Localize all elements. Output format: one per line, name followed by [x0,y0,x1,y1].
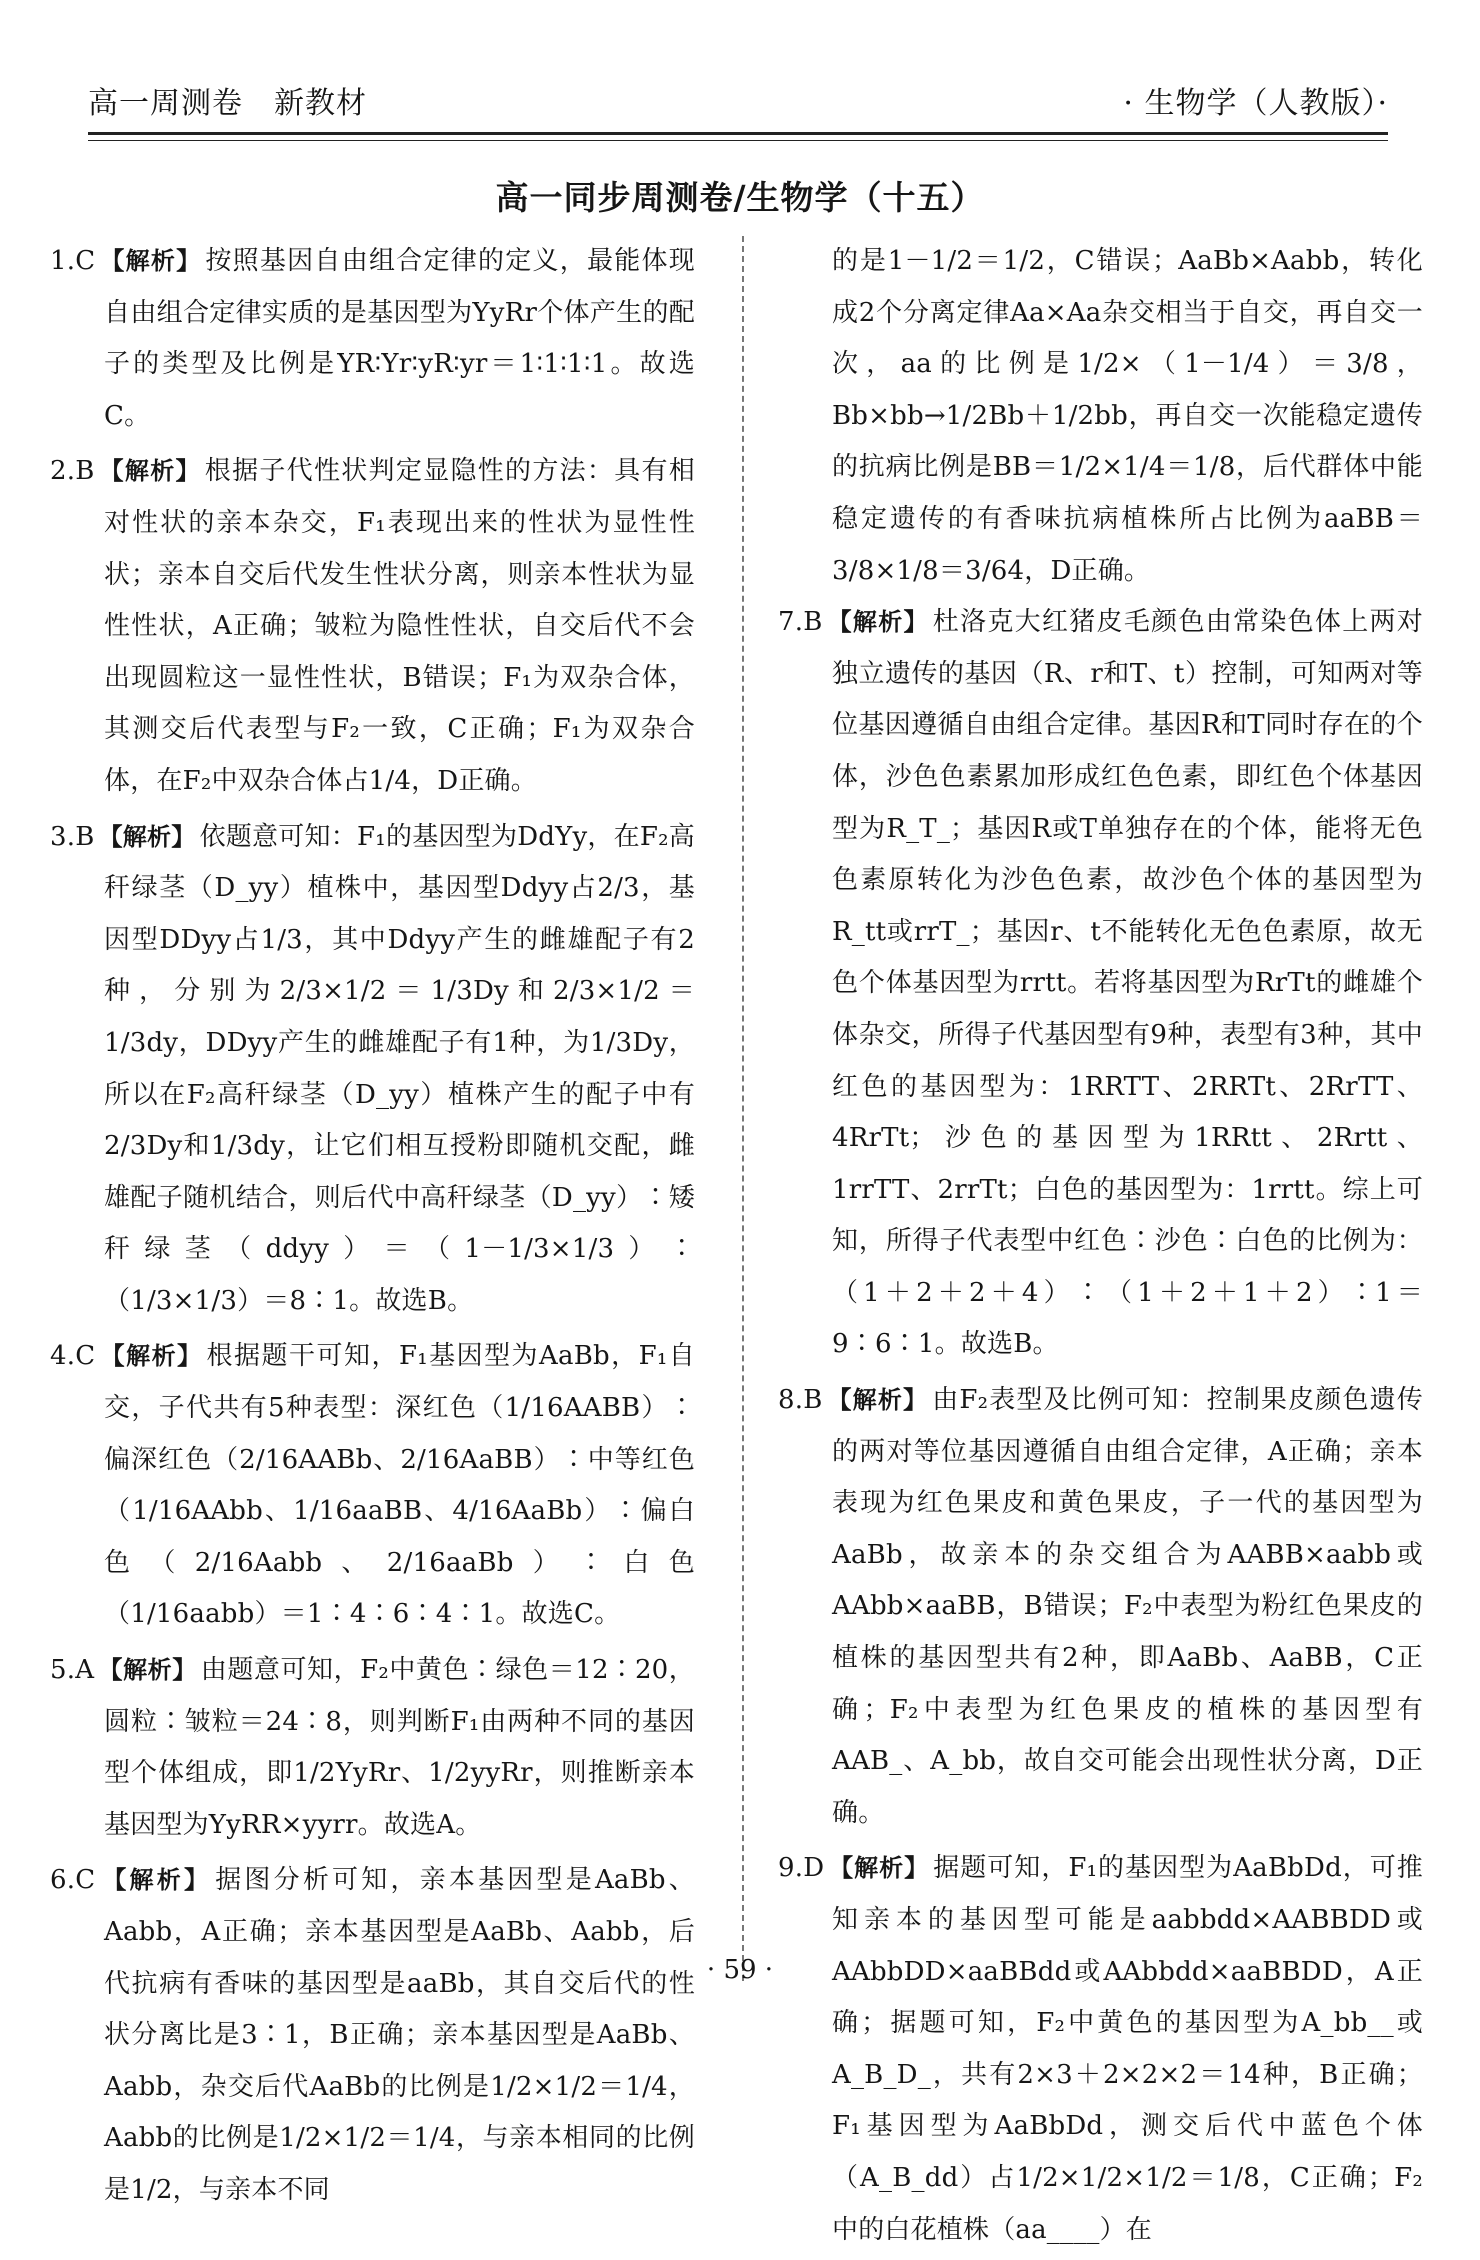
question-text: 杜洛克大红猪皮毛颜色由常染色体上两对独立遗传的基因（R、r和T、t）控制，可知两对等位基因遵循自由组合定律。基因R和T同时存在的个体，沙色色素累加形成红色色素，即红色个体基因型为R_T_；基因R或T单独存在的个体，能将无色色素原转化为沙色色素，故沙色个体的基因型为R_tt或rrT_；基因r、t不能转化无色色素原，故无色个体基因型为rrtt。若将基因型为RrTt的雌雄个体杂交，所得子代基因型有9种，表型有3种，其中红色的基因型为：1RRTT、2RRTt、2RrTT、4RrTt；沙色的基因型为1RRtt、2Rrtt、1rrTT、2rrTt；白色的基因型为：1rrtt。综上可知，所得子代表型中红色∶沙色∶白色的比例为：（1＋2＋2＋4）∶（1＋2＋1＋2）∶1＝9∶6∶1。故选B。 [832,607,1423,1360]
header-rule-thin [88,140,1388,141]
header-subject: · 生物学（人教版）· [1123,86,1388,121]
analysis-tag: 【解析】 [826,1386,929,1415]
analysis-tag: 【解析】 [98,457,201,486]
question-number: 8.B [778,1385,823,1416]
analysis-tag: 【解析】 [98,822,196,851]
question-number: 3.B [50,821,95,852]
analysis-tag: 【解析】 [99,1866,212,1895]
question-9 [778,1843,1423,2256]
question-text: 按照基因自由组合定律的定义，最能体现自由组合定律实质的是基因型为YyRr个体产生的配子的类型及比例是YR∶Yr∶yR∶yr＝1∶1∶1∶1。故选C。 [104,246,695,431]
question-7 [778,597,1423,1371]
question-5 [50,1645,695,1851]
question-text: 根据题干可知，F₁基因型为AaBb，F₁自交，子代共有5种表型：深红色（1/16AABB）∶偏深红色（2/16AABb、2/16AaBB）∶中等红色（1/16AAbb、1/16aaBB、4/16AaBb）∶偏白色（2/16Aabb、2/16aaBb）∶白色（1/16aabb）＝1∶4∶6∶4∶1。故选C。 [104,1341,695,1630]
question-number: 7.B [778,607,823,638]
analysis-tag: 【解析】 [99,247,202,275]
question-text: 据图分析可知，亲本基因型是AaBb、Aabb，A正确；亲本基因型是AaBb、Aabb，后代抗病有香味的基因型是aaBb，其自交后代的性状分离比是3∶1，B正确；亲本基因型是AaBb、Aabb，杂交后代AaBb的比例是1/2×1/2＝1/4，Aabb的比例是1/2×1/2＝1/4，与亲本相同的比例是1/2，与亲本不同 [104,1865,695,2205]
question-3 [50,812,695,1328]
question-2 [50,446,695,807]
page-number: · 59 · [706,1955,774,1985]
page-title: 高一同步周测卷/生物学（十五） [495,178,985,217]
question-text: 根据子代性状判定显隐性的方法：具有相对性状的亲本杂交，F₁表现出来的性状为显性性状；亲本自交后代发生性状分离，则亲本性状为显性性状，A正确；皱粒为隐性性状，自交后代不会出现圆粒这一显性性状，B错误；F₁为双杂合体，其测交后代表型与F₂一致，C正确；F₁为双杂合体，在F₂中双杂合体占1/4，D正确。 [104,456,695,796]
question-6 [50,1855,695,2216]
question-number: 5.A [50,1655,95,1686]
analysis-tag: 【解析】 [98,1656,197,1685]
question-number: 9.D [778,1853,825,1884]
analysis-tag: 【解析】 [826,608,929,637]
column-divider [742,236,744,1981]
header-rule-thick [88,132,1388,135]
question-1 [50,236,695,442]
page-header [88,82,1388,132]
question-text: 由题意可知，F₂中黄色∶绿色＝12∶20，圆粒∶皱粒＝24∶8，则判断F₁由两种不同的基因型个体组成，即1/2YyRr、1/2yyRr，则推断亲本基因型为YyRR×yyrr。故选A。 [104,1655,695,1840]
header-left-title: 高一周测卷 新教材 [88,86,367,121]
question-8 [778,1375,1423,1839]
left-column [50,236,695,2221]
question-text: 由F₂表型及比例可知：控制果皮颜色遗传的两对等位基因遵循自由组合定律，A正确；亲本表现为红色果皮和黄色果皮，子一代的基因型为AaBb，故亲本的杂交组合为AABB×aabb或AAbb×aaBB，B错误；F₂中表型为粉红色果皮的植株的基因型共有2种，即AaBb、AaBB，C正确；F₂中表型为红色果皮的植株的基因型有AAB_、A_bb，故自交可能会出现性状分离，D正确。 [832,1385,1423,1828]
analysis-tag: 【解析】 [99,1342,203,1371]
question-6-continuation: 的是1－1/2＝1/2，C错误；AaBb×Aabb，转化成2个分离定律Aa×Aa杂交相当于自交，再自交一次，aa的比例是1/2×（1－1/4）＝3/8，Bb×bb→1/2Bb＋1/2bb，再自交一次能稳定遗传的抗病比例是BB＝1/2×1/4＝1/8，后代群体中能稳定遗传的有香味抗病植株所占比例为aaBB＝3/8×1/8＝3/64，D正确。 [832,246,1423,586]
question-number: 2.B [50,456,95,487]
question-number: 6.C [50,1865,96,1896]
question-text: 据题可知，F₁的基因型为AaBbDd，可推知亲本的基因型可能是aabbdd×AABBDD或AAbbDD×aaBBdd或AAbbdd×aaBBDD，A正确；据题可知，F₂中黄色的基因型为A_bb__或A_B_D_，共有2×3＋2×2×2＝14种，B正确；F₁基因型为AaBbDd，测交后代中蓝色个体（A_B_dd）占1/2×1/2×1/2＝1/8，C正确；F₂中的白花植株（aa____）在 [832,1853,1423,2245]
analysis-tag: 【解析】 [828,1854,930,1883]
question-number: 1.C [50,246,96,276]
question-text: 依题意可知：F₁的基因型为DdYy，在F₂高秆绿茎（D_yy）植株中，基因型Ddyy占2/3，基因型DDyy占1/3，其中Ddyy产生的雌雄配子有2种，分别为2/3×1/2＝1/3Dy和2/3×1/2＝1/3dy，DDyy产生的雌雄配子有1种，为1/3Dy，所以在F₂高秆绿茎（D_yy）植株产生的配子中有2/3Dy和1/3dy，让它们相互授粉即随机交配，雌雄配子随机结合，则后代中高秆绿茎（D_yy）∶矮秆绿茎（ddyy）＝（1－1/3×1/3）∶（1/3×1/3）＝8∶1。故选B。 [104,821,695,1316]
question-4 [50,1331,695,1641]
question-number: 4.C [50,1341,96,1372]
